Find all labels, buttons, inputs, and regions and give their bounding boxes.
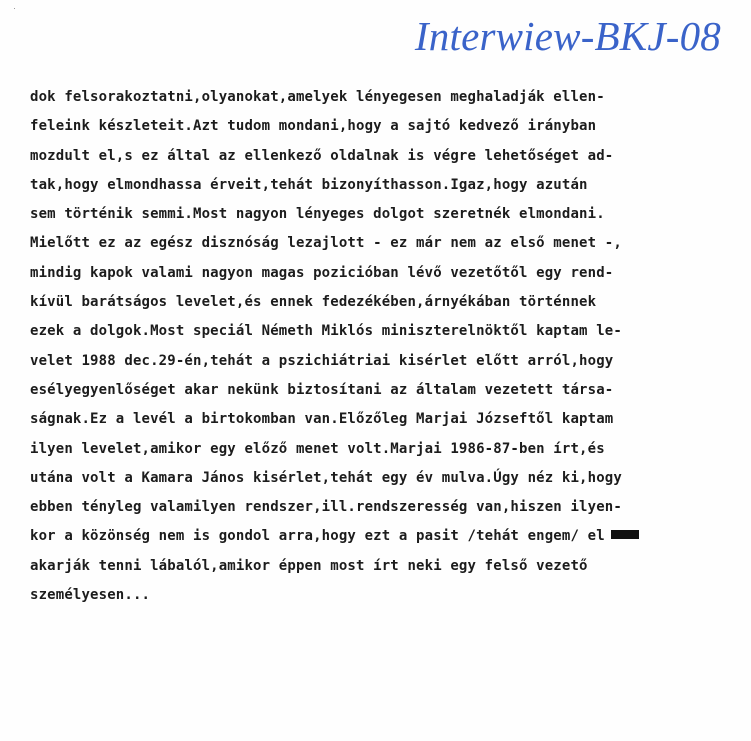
redaction-mark — [611, 530, 639, 539]
interview-title: Interwiew-BKJ-08 — [414, 13, 721, 59]
text-line: esélyegyenlőséget akar nekünk biztosítani az általam vezetett társa- — [30, 381, 614, 398]
typewritten-text-block — [30, 83, 730, 610]
text-line: mozdult el,s ez által az ellenkező oldalnak is végre lehetőséget ad- — [30, 147, 614, 164]
text-line: mindig kapok valami nagyon magas pozicióban lévő vezetőtől egy rend- — [30, 264, 614, 281]
text-line: tak,hogy elmondhassa érveit,tehát bizonyíthasson.Igaz,hogy azután — [30, 176, 588, 193]
text-line: kívül barátságos levelet,és ennek fedezékében,árnyékában történnek — [30, 294, 597, 311]
text-line: velet 1988 dec.29-én,tehát a pszichiátriai kisérlet előtt arról,hogy — [30, 352, 614, 369]
text-line: utána volt a Kamara János kisérlet,tehát egy év mulva.Úgy néz ki,hogy — [30, 469, 622, 486]
text-line: személyesen... — [30, 587, 151, 604]
text-line: ezek a dolgok.Most speciál Németh Miklós miniszterelnöktől kaptam le- — [30, 323, 622, 340]
text-line: feleink készleteit.Azt tudom mondani,hogy a sajtó kedvező irányban — [30, 118, 597, 135]
text-line: ebben tényleg valamilyen rendszer,ill.rendszeresség van,hiszen ilyen- — [30, 499, 622, 516]
text-line-with-redaction — [30, 522, 730, 551]
scan-speck — [14, 8, 15, 9]
text-line: sem történik semmi.Most nagyon lényeges dolgot szeretnék elmondani. — [30, 206, 605, 223]
text-line-content: kor a közönség nem is gondol arra,hogy ezt a pasit /tehát engem/ el — [30, 528, 605, 545]
text-line: Mielőtt ez az egész disznóság lezajlott - ez már nem az első menet -, — [30, 235, 622, 252]
text-line: akarják tenni lábalól,amikor éppen most írt neki egy felső vezető — [30, 557, 588, 574]
text-line: ságnak.Ez a levél a birtokomban van.Előzőleg Marjai Józseftől kaptam — [30, 411, 614, 428]
text-line: ilyen levelet,amikor egy előző menet volt.Marjai 1986-87-ben írt,és — [30, 440, 605, 457]
text-line: dok felsorakoztatni,olyanokat,amelyek lényegesen meghaladják ellen- — [30, 89, 605, 105]
